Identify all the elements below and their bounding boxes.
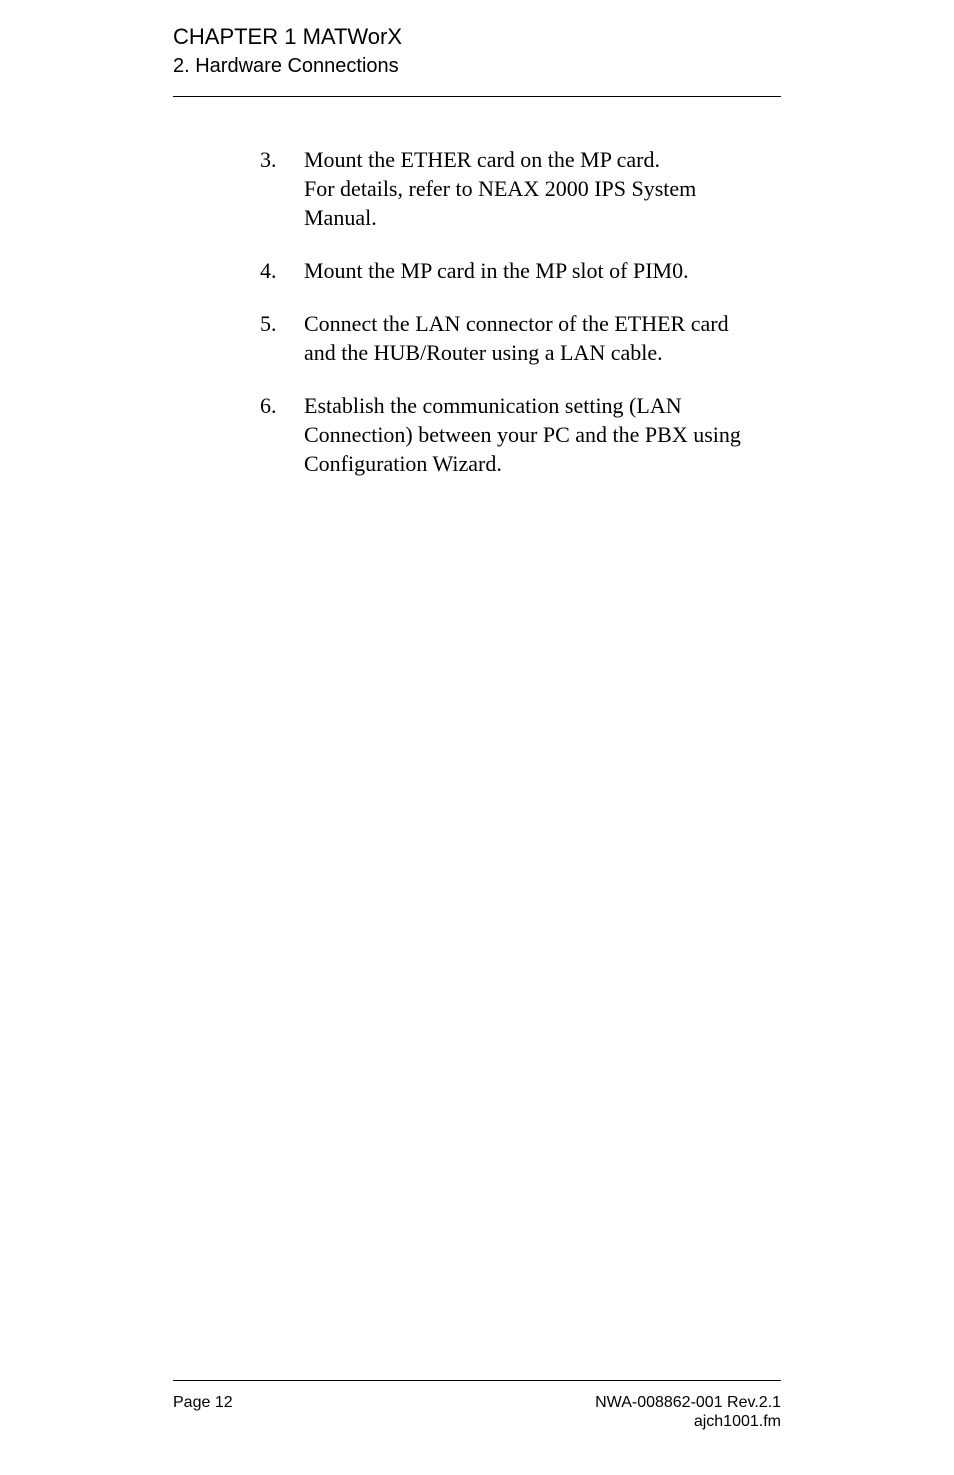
step-text-line: Configuration Wizard. bbox=[304, 451, 502, 476]
step-text-line: Establish the communication setting (LAN bbox=[304, 393, 682, 418]
document-info bbox=[595, 1393, 781, 1431]
step-number: 4. bbox=[260, 258, 277, 283]
step-text bbox=[304, 256, 785, 285]
step-text bbox=[304, 309, 785, 367]
chapter-title: CHAPTER 1 MATWorX bbox=[173, 24, 402, 49]
step-text bbox=[304, 391, 785, 478]
header-divider bbox=[173, 96, 781, 97]
step-text-line: For details, refer to NEAX 2000 IPS System bbox=[304, 176, 697, 201]
procedure-steps bbox=[260, 145, 785, 502]
step-number: 5. bbox=[260, 311, 277, 336]
file-name: ajch1001.fm bbox=[693, 1413, 781, 1430]
page-header bbox=[173, 24, 781, 78]
step-3 bbox=[260, 145, 785, 232]
step-text-line: and the HUB/Router using a LAN cable. bbox=[304, 340, 663, 365]
step-text-line: Connect the LAN connector of the ETHER card bbox=[304, 311, 729, 336]
step-number: 3. bbox=[260, 147, 277, 172]
step-6 bbox=[260, 391, 785, 478]
section-title: 2. Hardware Connections bbox=[173, 55, 399, 77]
document-number: NWA-008862-001 Rev.2.1 bbox=[595, 1394, 781, 1411]
step-text bbox=[304, 145, 785, 232]
step-5 bbox=[260, 309, 785, 367]
page-number: Page 12 bbox=[173, 1394, 233, 1411]
footer-divider bbox=[173, 1380, 781, 1381]
step-text-line: Connection) between your PC and the PBX using bbox=[304, 422, 741, 447]
step-text-line: Mount the MP card in the MP slot of PIM0. bbox=[304, 258, 689, 283]
step-text-line: Manual. bbox=[304, 205, 377, 230]
step-4 bbox=[260, 256, 785, 285]
step-text-line: Mount the ETHER card on the MP card. bbox=[304, 147, 660, 172]
step-number: 6. bbox=[260, 393, 277, 418]
